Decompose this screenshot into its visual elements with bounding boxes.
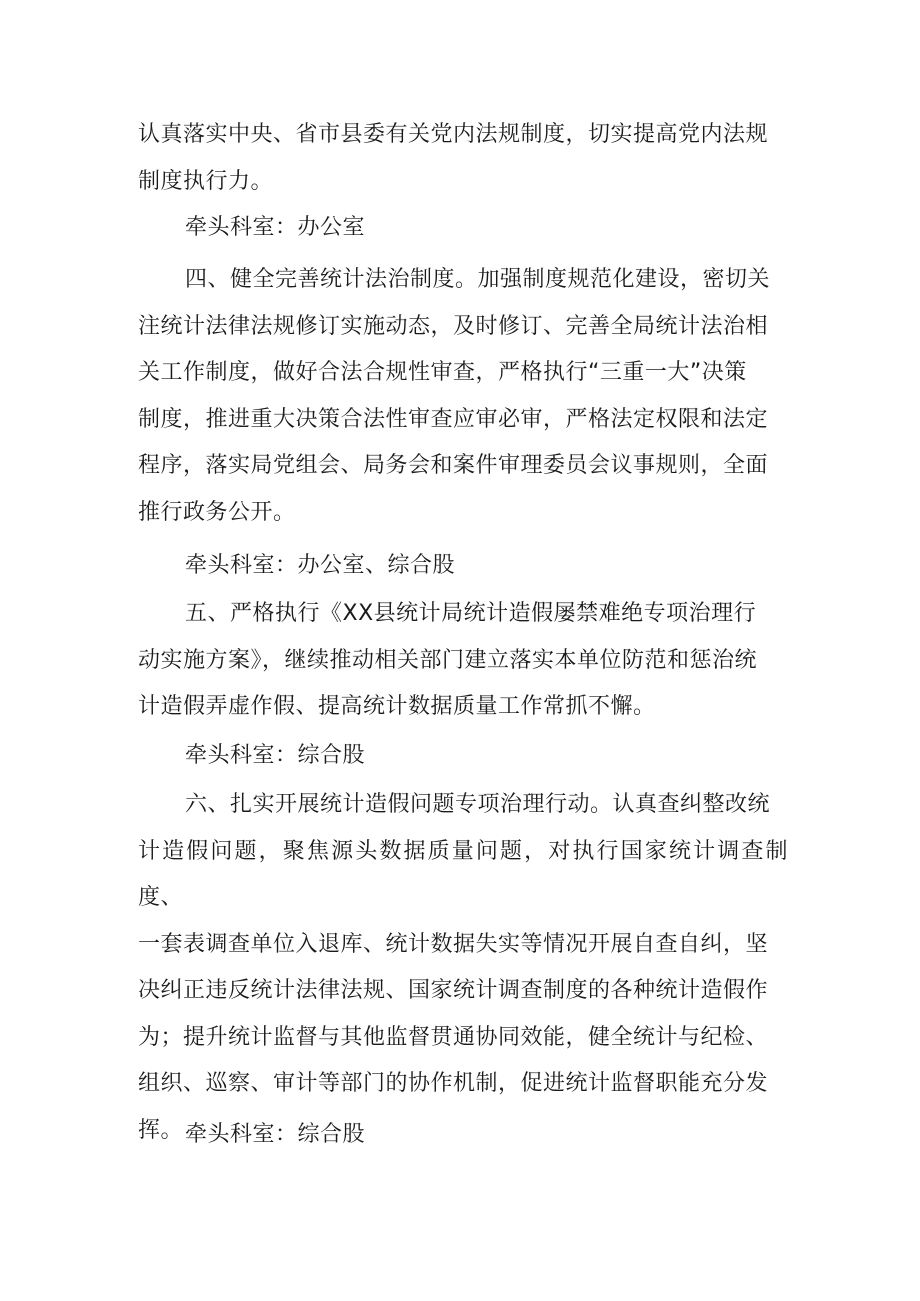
text-line: 挥。 [138,1117,184,1143]
text-line: 计造假问题，聚焦源头数据质量问题，对执行国家统计调查制度、 [138,838,788,910]
lead-office-line: 牵头科室：综合股 [185,1122,366,1147]
lead-office-section-six [138,1112,788,1159]
text-line: 推行政务公开。 [138,499,296,525]
lead-office-section-five [138,733,788,780]
lead-office-section-four [138,543,788,590]
text-line: 一套表调查单位入退库、统计数据失实等情况开展自查自纠，坚 [138,931,769,957]
text-line: 制度执行力。 [138,168,274,194]
lead-office-line: 牵头科室：办公室 [185,215,366,240]
section-heading-line: 六、扎实开展统计造假问题专项治理行动。认真查纠整改统 [185,792,771,817]
paragraph-tail-section-three [138,112,788,205]
text-line: 决纠正违反统计法律法规、国家统计调查制度的各种统计造假作 [138,978,769,1003]
paragraph-section-five [138,591,788,731]
text-line: 计造假弄虚作假、提高统计数据质量工作常抓不懈。 [138,694,656,719]
section-heading-line: 四、健全完善统计法治制度。加强制度规范化建设，密切关 [185,267,771,292]
text-line: 动实施方案》，继续推动相关部门建立落实本单位防范和惩治统 [138,647,758,673]
text-line: 注统计法律法规修订实施动态，及时修订、完善全局统计法治相 [138,313,769,339]
lead-office-section-three [138,205,788,252]
text-line: 认真落实中央、省市县委有关党内法规制度，切实提高党内法规 [138,122,769,147]
text-line: 程序，落实局党组会、局务会和案件审理委员会议事规则，全面 [138,453,769,478]
paragraph-section-six [138,782,788,1154]
text-line: 制度，推进重大决策合法性审查应审必审，严格法定权限和法定 [138,406,769,432]
section-heading-line: 五、严格执行《XX县统计局统计造假屡禁难绝专项治理行 [185,601,757,626]
text-line: 为；提升统计监督与其他监督贯通协同效能，健全统计与纪检、 [138,1024,769,1050]
text-line: 组织、巡察、审计等部门的协作机制，促进统计监督职能充分发 [138,1071,769,1096]
paragraph-section-four [138,257,788,536]
lead-office-line: 牵头科室：办公室、综合股 [185,553,456,578]
text-line: 关工作制度，做好合法合规性审查，严格执行“三重一大”决策 [138,360,747,385]
lead-office-line: 牵头科室：综合股 [185,743,366,768]
